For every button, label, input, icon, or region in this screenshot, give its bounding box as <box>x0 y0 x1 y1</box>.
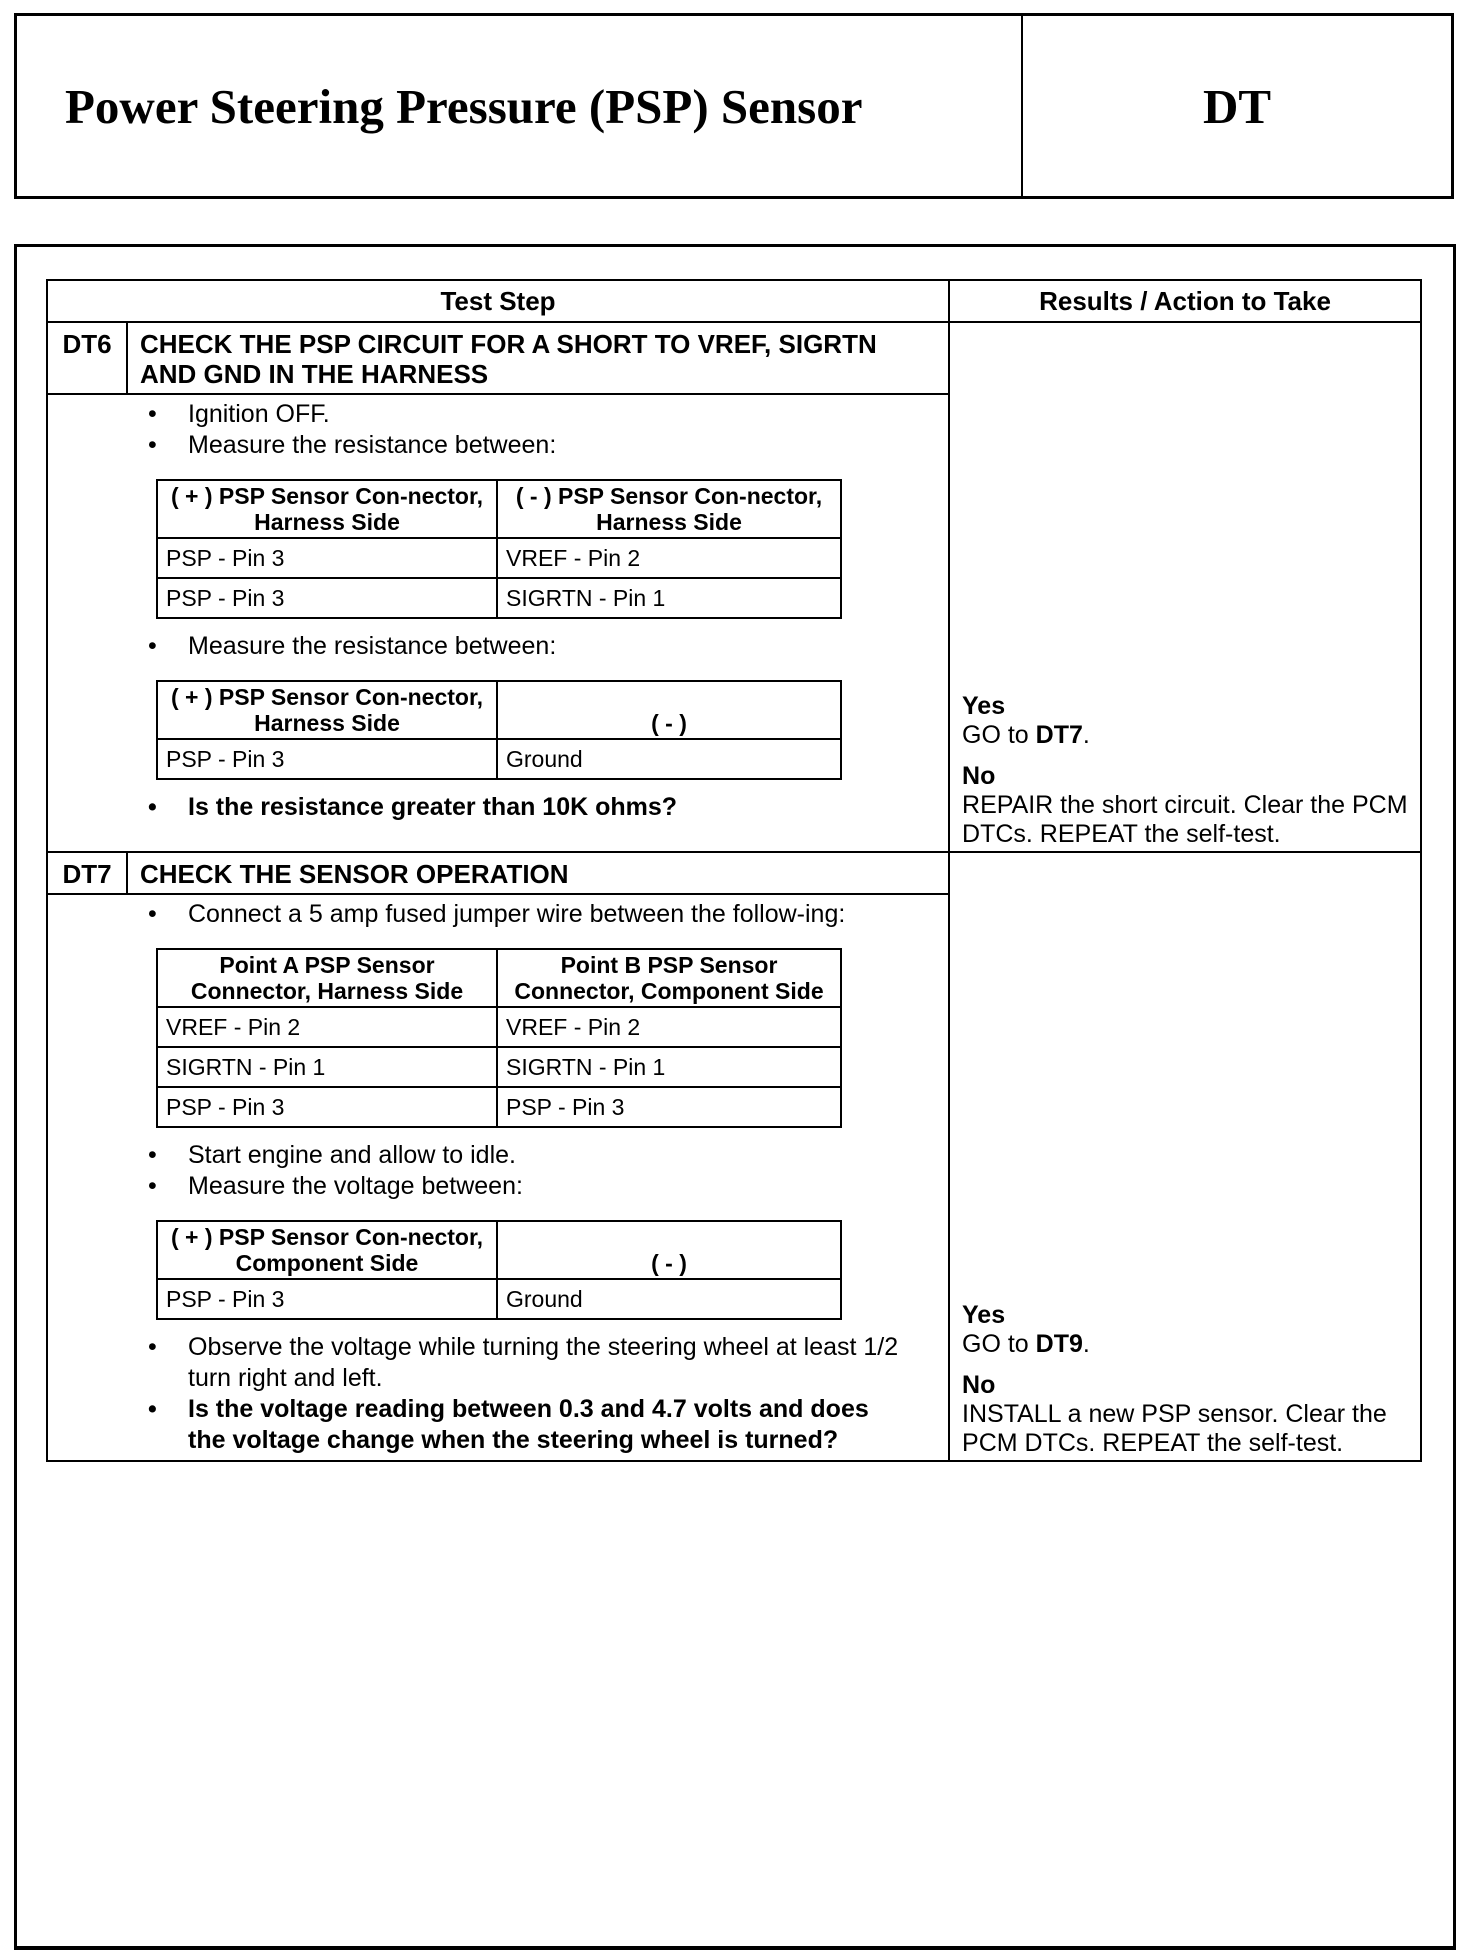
step-results <box>949 852 1421 1461</box>
table-row <box>157 1047 841 1087</box>
table-header-row <box>47 280 1421 322</box>
yes-label: Yes <box>962 1301 1006 1329</box>
step-id: DT7 <box>47 852 127 894</box>
instruction: • Ignition OFF. <box>148 399 948 430</box>
table-cell: SIGRTN - Pin 1 <box>497 1047 841 1087</box>
table-cell: VREF - Pin 2 <box>497 538 841 578</box>
table-cell: SIGRTN - Pin 1 <box>157 1047 497 1087</box>
instruction: • Connect a 5 amp fused jumper wire between the follow-ing: <box>148 899 908 930</box>
table-cell: PSP - Pin 3 <box>157 578 497 618</box>
table-cell: Ground <box>497 1279 841 1319</box>
step-results <box>949 322 1421 852</box>
step-question: • Is the voltage reading between 0.3 and 4.7 volts and does the voltage change when the steering wheel is turned? <box>148 1394 908 1456</box>
column-header: ( + ) PSP Sensor Con-nector, Harness Side <box>157 480 497 538</box>
column-header: ( - ) <box>497 1221 841 1279</box>
instruction-list <box>48 1332 948 1456</box>
table-cell: VREF - Pin 2 <box>157 1007 497 1047</box>
table-cell: Ground <box>497 739 841 779</box>
table-row <box>157 739 841 779</box>
step-id: DT6 <box>47 322 127 394</box>
table-cell: PSP - Pin 3 <box>157 739 497 779</box>
jumper-table <box>156 948 842 1128</box>
no-action: REPAIR the short circuit. Clear the PCM DTCs. REPEAT the self-test. <box>962 791 1408 848</box>
column-header: ( - ) PSP Sensor Con-nector, Harness Side <box>497 480 841 538</box>
instruction: • Start engine and allow to idle. <box>148 1140 948 1171</box>
table-cell: PSP - Pin 3 <box>157 538 497 578</box>
page-header <box>14 13 1454 199</box>
header-results: Results / Action to Take <box>949 280 1421 322</box>
table-row <box>157 578 841 618</box>
table-cell: PSP - Pin 3 <box>497 1087 841 1127</box>
no-action: INSTALL a new PSP sensor. Clear the PCM DTCs. REPEAT the self-test. <box>962 1400 1387 1457</box>
table-row <box>157 538 841 578</box>
column-header: ( - ) <box>497 681 841 739</box>
measurement-table <box>156 1220 842 1320</box>
step-title: CHECK THE SENSOR OPERATION <box>127 852 949 894</box>
yes-action: GO to DT7. <box>962 721 1090 749</box>
table-cell: PSP - Pin 3 <box>157 1087 497 1127</box>
column-header: ( + ) PSP Sensor Con-nector, Harness Side <box>157 681 497 739</box>
instruction-list <box>48 792 948 823</box>
measurement-table <box>156 680 842 780</box>
no-label: No <box>962 762 996 790</box>
header-test-step: Test Step <box>47 280 949 322</box>
step-title-row <box>47 322 1421 394</box>
step-title-row <box>47 852 1421 894</box>
table-cell: SIGRTN - Pin 1 <box>497 578 841 618</box>
instruction-list <box>48 899 948 930</box>
step-title: CHECK THE PSP CIRCUIT FOR A SHORT TO VREF, SIGRTN AND GND IN THE HARNESS <box>127 322 949 394</box>
page-title: Power Steering Pressure (PSP) Sensor <box>17 16 1023 196</box>
goto-step-link[interactable]: DT7 <box>1035 721 1083 749</box>
column-header: ( + ) PSP Sensor Con-nector, Component Side <box>157 1221 497 1279</box>
instruction: • Measure the resistance between: <box>148 430 948 461</box>
instruction-list <box>48 399 948 461</box>
instruction: • Measure the voltage between: <box>148 1171 948 1202</box>
section-code: DT <box>1202 78 1272 134</box>
instruction: • Measure the resistance between: <box>148 631 948 662</box>
no-label: No <box>962 1371 996 1399</box>
table-row <box>157 1279 841 1319</box>
instruction-list <box>48 1140 948 1202</box>
measurement-table <box>156 479 842 619</box>
yes-label: Yes <box>962 692 1006 720</box>
step-body <box>47 394 949 852</box>
instruction: • Observe the voltage while turning the steering wheel at least 1/2 turn right and left. <box>148 1332 908 1394</box>
step-question: • Is the resistance greater than 10K ohms? <box>148 792 948 823</box>
step-body <box>47 894 949 1461</box>
goto-step-link[interactable]: DT9 <box>1035 1330 1083 1358</box>
column-header: Point A PSP Sensor Connector, Harness Side <box>157 949 497 1007</box>
table-cell: VREF - Pin 2 <box>497 1007 841 1047</box>
diagnostic-table <box>46 279 1422 1462</box>
column-header: Point B PSP Sensor Connector, Component Side <box>497 949 841 1007</box>
table-row <box>157 1087 841 1127</box>
yes-action: GO to DT9. <box>962 1330 1090 1358</box>
table-row <box>157 1007 841 1047</box>
instruction-list <box>48 631 948 662</box>
table-cell: PSP - Pin 3 <box>157 1279 497 1319</box>
